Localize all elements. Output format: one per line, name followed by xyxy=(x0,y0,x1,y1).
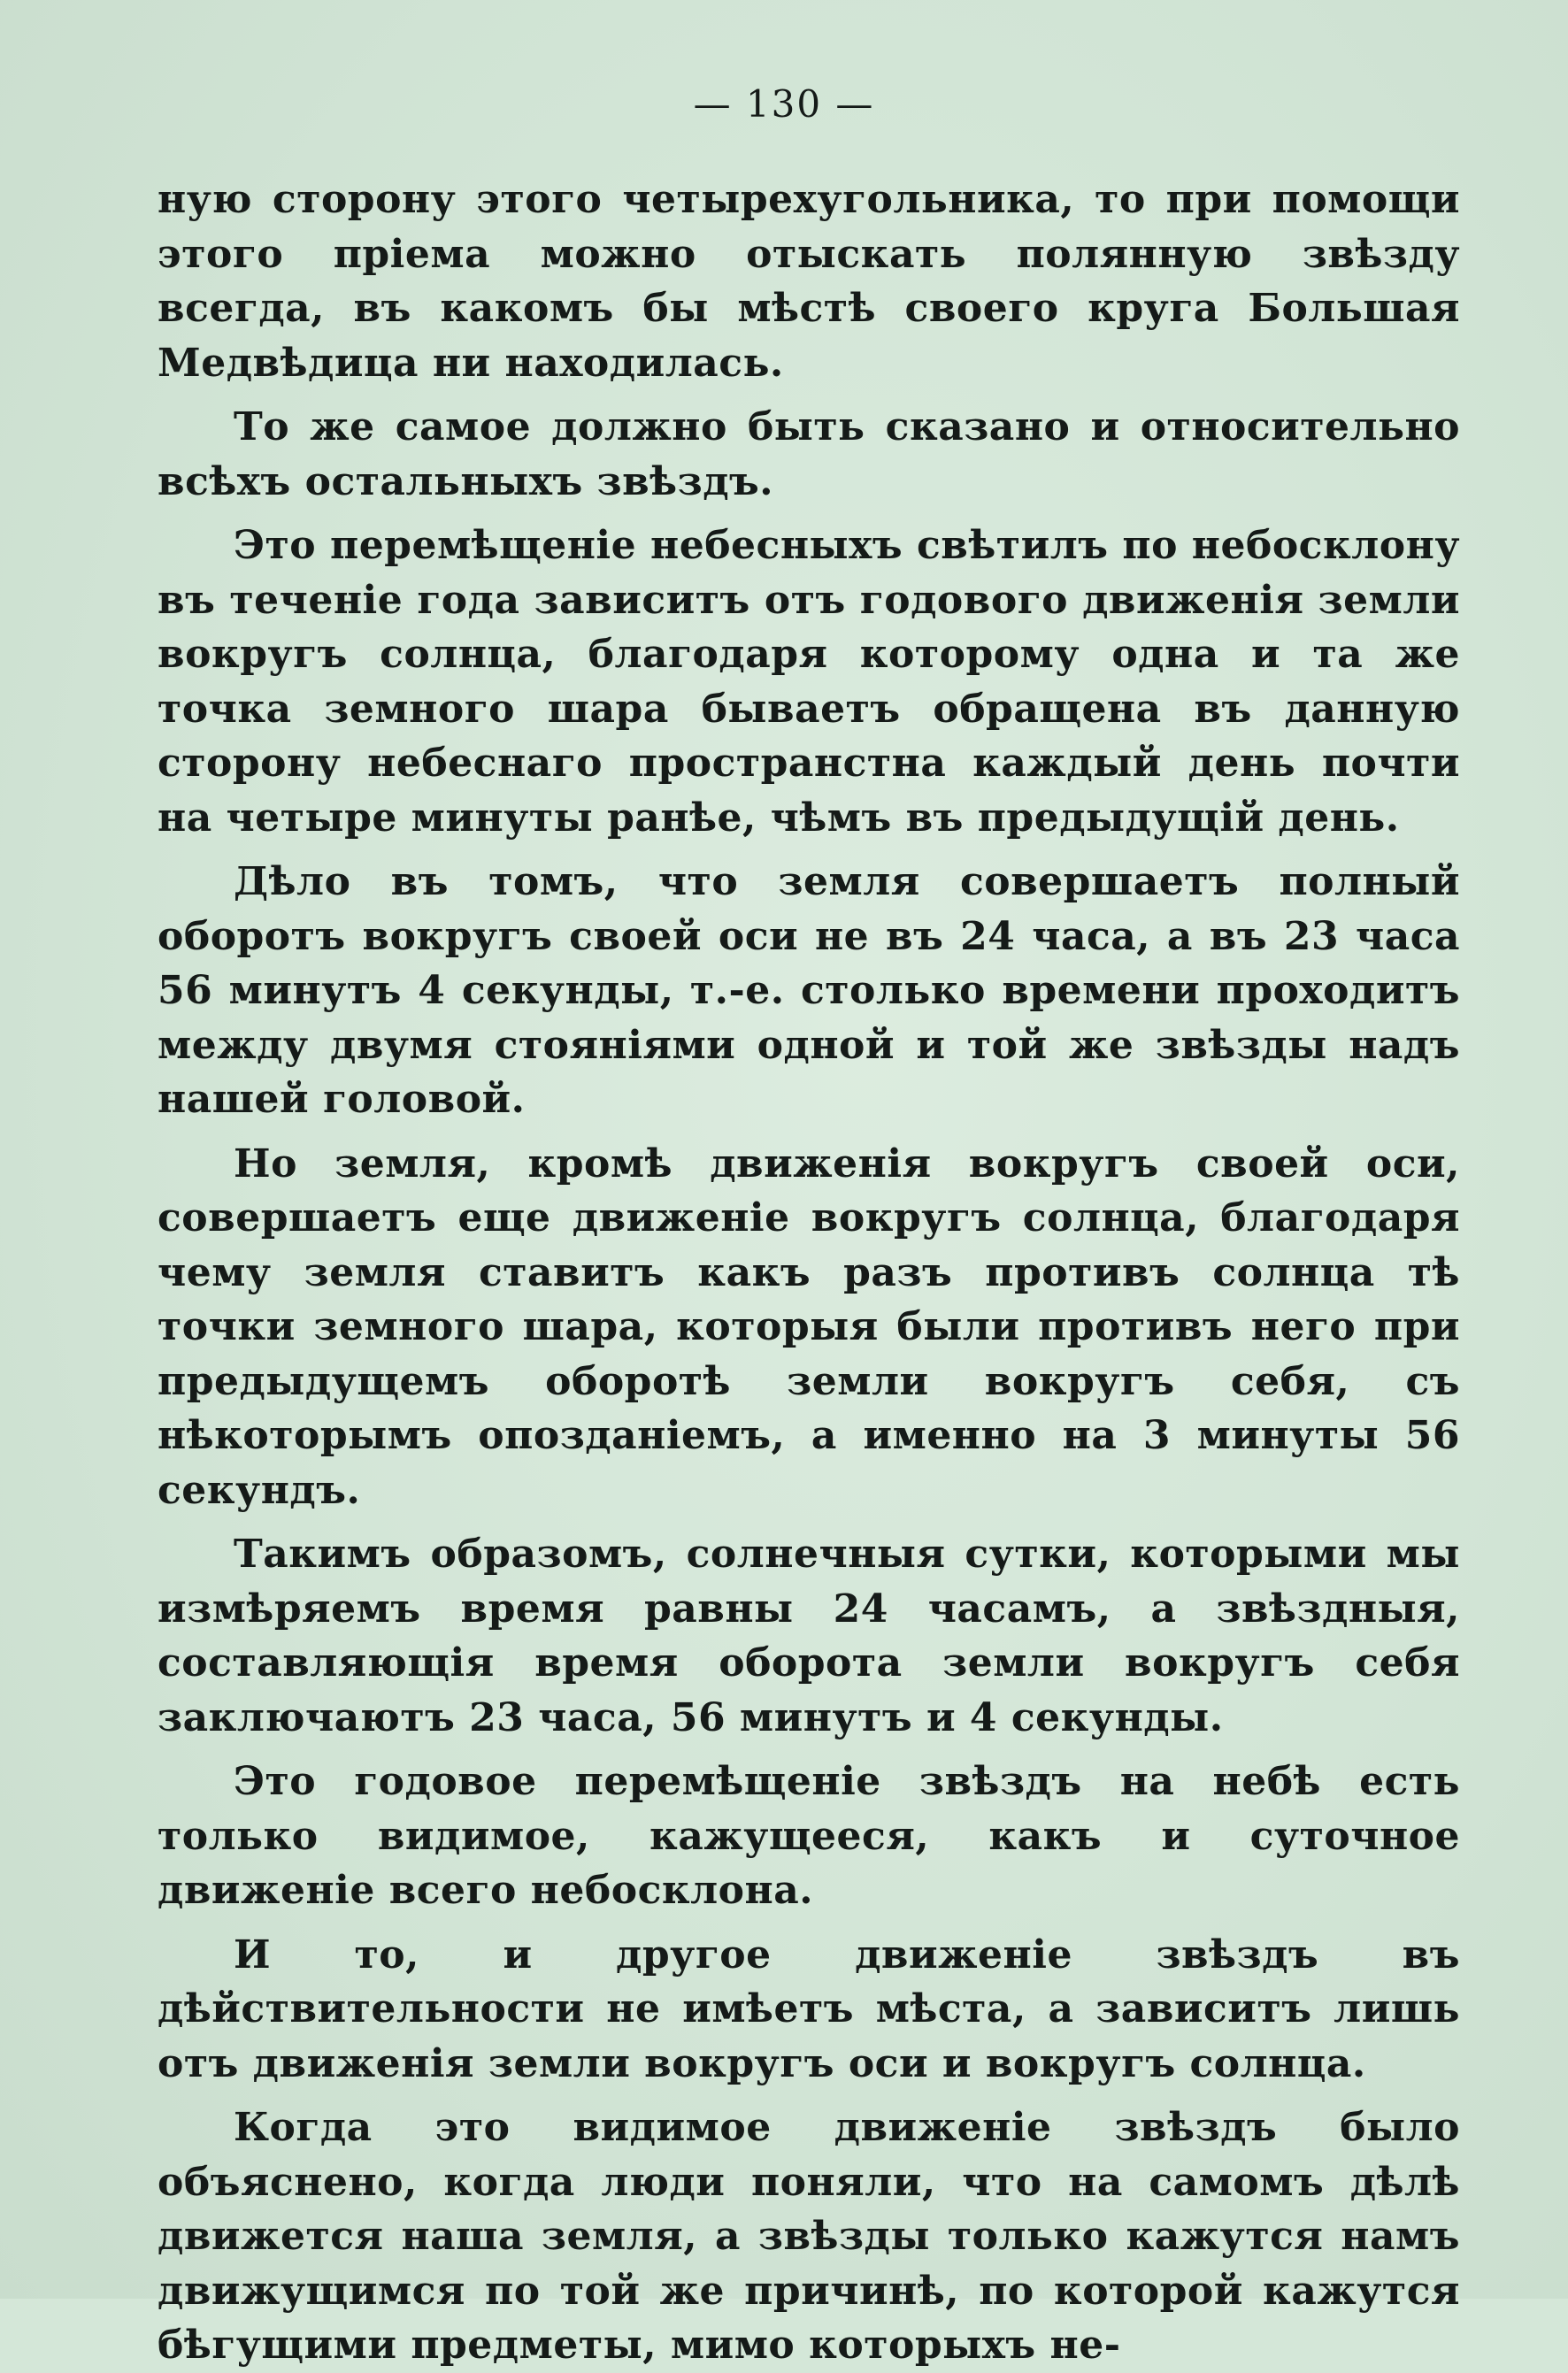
paragraph-2: То же самое должно быть сказано и относительно всѣхъ остальныхъ звѣздъ. xyxy=(158,404,1460,504)
paragraph-1: ную сторону этого четырехугольника, то при помощи этого пріема можно отыскать полянную звѣзду всегда, въ какомъ бы мѣстѣ своего круга Большая Медвѣдица ни находилась. xyxy=(158,177,1460,386)
page-number: — 130 — xyxy=(693,82,875,126)
paragraph-3: Это перемѣщеніе небесныхъ свѣтилъ по небосклону въ теченіе года зависитъ отъ годового движенія земли вокругъ солнца, благодаря которому одна и та же точка земного шара бываетъ обращена въ данную сторону небеснаго пространстна каждый день почти на четыре минуты ранѣе, чѣмъ въ предыдущій день. xyxy=(158,523,1460,841)
paragraph-6: Такимъ образомъ, солнечныя сутки, которыми мы измѣряемъ время равны 24 часамъ, а звѣздныя, составляющія время оборота земли вокругъ себя заключаютъ 23 часа, 56 минутъ и 4 секунды. xyxy=(158,1532,1460,1740)
paragraph-5: Но земля, кромѣ движенія вокругъ своей оси, совершаетъ еще движеніе вокругъ солнца, благодаря чему земля ставитъ какъ разъ противъ солнца тѣ точки земного шара, которыя были противъ него при предыдущемъ оборотѣ земли вокругъ себя, съ нѣкоторымъ опозданіемъ, а именно на 3 минуты 56 секундъ. xyxy=(158,1140,1460,1513)
paragraph-9: Когда это видимое движеніе звѣздъ было объяснено, когда люди поняли, что на самомъ дѣлѣ движется наша земля, а звѣзды только кажутся намъ движущимся по той же причинѣ, по которой кажутся бѣгущими предметы, мимо которыхъ не- xyxy=(158,2105,1460,2368)
paragraph-4: Дѣло въ томъ, что земля совершаетъ полный оборотъ вокругъ своей оси не въ 24 часа, а въ 23 часа 56 минутъ 4 секунды, т.-е. столько времени проходитъ между двумя стояніями одной и той же звѣзды надъ нашей головой. xyxy=(158,859,1460,1122)
body-text xyxy=(158,173,1460,2373)
paragraph-7: Это годовое перемѣщеніе звѣздъ на небѣ есть только видимое, кажущееся, какъ и суточное движеніе всего небосклона. xyxy=(158,1759,1460,1913)
paragraph-8: И то, и другое движеніе звѣздъ въ дѣйствительности не имѣетъ мѣста, а зависитъ лишь отъ движенія земли вокругъ оси и вокругъ солнца. xyxy=(158,1931,1460,2086)
